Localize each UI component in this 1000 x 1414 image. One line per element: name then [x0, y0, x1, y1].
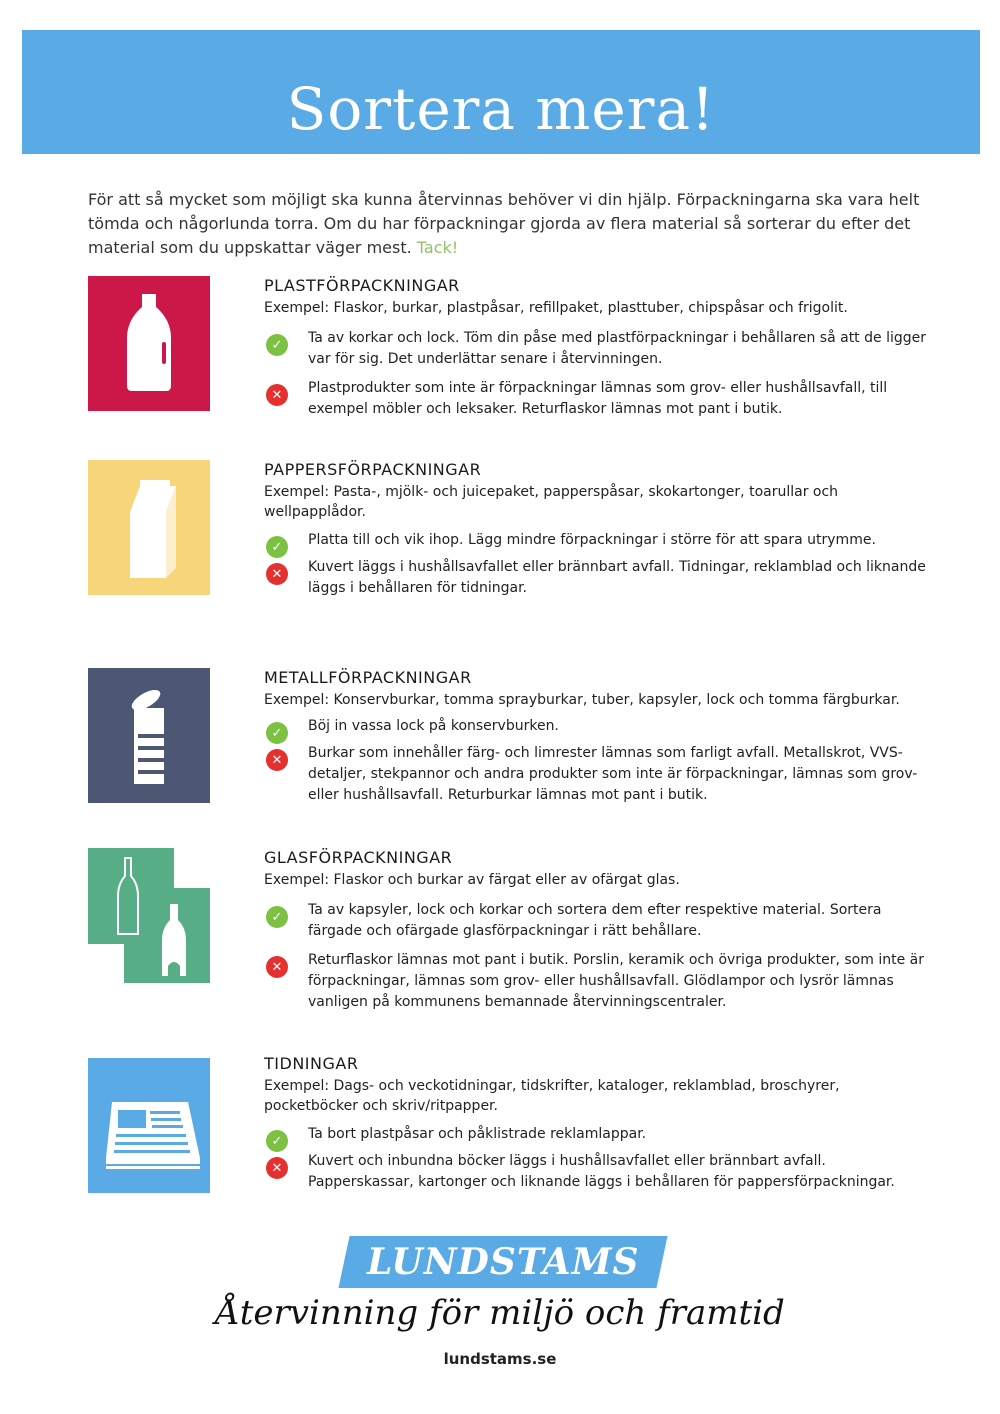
- title-banner: [22, 30, 980, 154]
- intro-thanks: Tack!: [416, 238, 459, 257]
- do-text: Ta av kapsyler, lock och korkar och sortera dem efter respektive material. Sortera färgade och ofärgade glasförpackningar i rätt behållare.: [308, 902, 882, 939]
- website-url: lundstams.se: [443, 1350, 557, 1368]
- tagline: Återvinning för miljö och framtid: [215, 1293, 785, 1333]
- cross-icon: ✕: [266, 1157, 288, 1179]
- check-icon: ✓: [266, 906, 288, 928]
- newspaper-icon: [88, 1058, 210, 1193]
- section-example: Exempel: Konservburkar, tomma sprayburkar, tuber, kapsyler, lock och tomma färgburkar.: [264, 692, 900, 708]
- dont-item: [264, 950, 934, 1013]
- cross-icon: ✕: [266, 956, 288, 978]
- check-icon: ✓: [266, 1130, 288, 1152]
- do-item: [264, 530, 934, 555]
- section-title: GLASFÖRPACKNINGAR: [264, 848, 453, 867]
- dont-item: [264, 1151, 934, 1193]
- section-title: METALLFÖRPACKNINGAR: [264, 668, 472, 687]
- do-text: Ta av korkar och lock. Töm din påse med plastförpackningar i behållaren så att de ligger var för sig. Det underlättar senare i återvinningen.: [308, 330, 926, 367]
- do-item: [264, 900, 934, 942]
- section-example: Exempel: Pasta-, mjölk- och juicepaket, papperspåsar, skokartonger, toarullar och wellpapplådor.: [264, 484, 839, 520]
- section-example: Exempel: Dags- och veckotidningar, tidskrifter, kataloger, reklamblad, broschyrer, pocketböcker och skriv/ritpapper.: [264, 1078, 840, 1114]
- check-icon: ✓: [266, 334, 288, 356]
- cross-icon: ✕: [266, 563, 288, 585]
- milk-carton-icon: [88, 460, 210, 595]
- intro-text: För att så mycket som möjligt ska kunna återvinnas behöver vi din hjälp. Förpackningarna ska vara helt tömda och någorlunda torra. Om du har förpackningar gjorda av flera material så sorterar du efter det material som du uppskattar väger mest.: [88, 190, 920, 257]
- section-title: PLASTFÖRPACKNINGAR: [264, 276, 460, 295]
- section-example: Exempel: Flaskor och burkar av färgat eller av ofärgat glas.: [264, 872, 680, 888]
- intro-paragraph: [88, 188, 923, 260]
- dont-text: Kuvert läggs i hushållsavfallet eller brännbart avfall. Tidningar, reklamblad och liknande läggs i behållaren för tidningar.: [308, 559, 926, 596]
- do-text: Böj in vassa lock på konservburken.: [308, 718, 559, 734]
- dont-text: Kuvert och inbundna böcker läggs i hushållsavfallet eller brännbart avfall. Papperskassar, kartonger och liknande läggs i behållaren för pappersförpackningar.: [308, 1153, 895, 1190]
- plastic-bottle-icon: [88, 276, 210, 411]
- dont-text: Returflaskor lämnas mot pant i butik. Porslin, keramik och övriga produkter, som inte är förpackningar, lämnas som grov- eller hushållsavfall. Glödlampor och lysrör lämnas vanligen på kommunens bemannade återvinningscentraler.: [308, 952, 924, 1010]
- do-item: [264, 716, 934, 741]
- section-title: TIDNINGAR: [264, 1054, 359, 1073]
- section-title: PAPPERSFÖRPACKNINGAR: [264, 460, 482, 479]
- glass-bottles-icon: [88, 848, 210, 983]
- do-text: Ta bort plastpåsar och påklistrade reklamlappar.: [308, 1126, 647, 1142]
- cross-icon: ✕: [266, 384, 288, 406]
- check-icon: ✓: [266, 536, 288, 558]
- tin-can-icon: [88, 668, 210, 803]
- dont-text: Plastprodukter som inte är förpackningar lämnas som grov- eller hushållsavfall, till exempel möbler och leksaker. Returflaskor lämnas mot pant i butik.: [308, 380, 888, 417]
- do-text: Platta till och vik ihop. Lägg mindre förpackningar i större för att spara utrymme.: [308, 532, 876, 548]
- dont-item: [264, 557, 934, 599]
- page-title: Sortera mera!: [286, 75, 716, 143]
- do-item: [264, 1124, 934, 1149]
- section-example: Exempel: Flaskor, burkar, plastpåsar, refillpaket, plasttuber, chipspåsar och frigolit.: [264, 300, 848, 316]
- dont-item: [264, 743, 934, 806]
- do-item: [264, 328, 934, 370]
- dont-text: Burkar som innehåller färg- och limrester lämnas som farligt avfall. Metallskrot, VVS-detaljer, stekpannor och andra produkter som inte är förpackningar, lämnas som grov- eller hushållsavfall. Returburkar lämnas mot pant i butik.: [308, 745, 918, 803]
- check-icon: ✓: [266, 722, 288, 744]
- dont-item: [264, 378, 934, 420]
- lundstams-logo: [338, 1236, 667, 1288]
- logo-text: LUNDSTAMS: [366, 1241, 640, 1283]
- cross-icon: ✕: [266, 749, 288, 771]
